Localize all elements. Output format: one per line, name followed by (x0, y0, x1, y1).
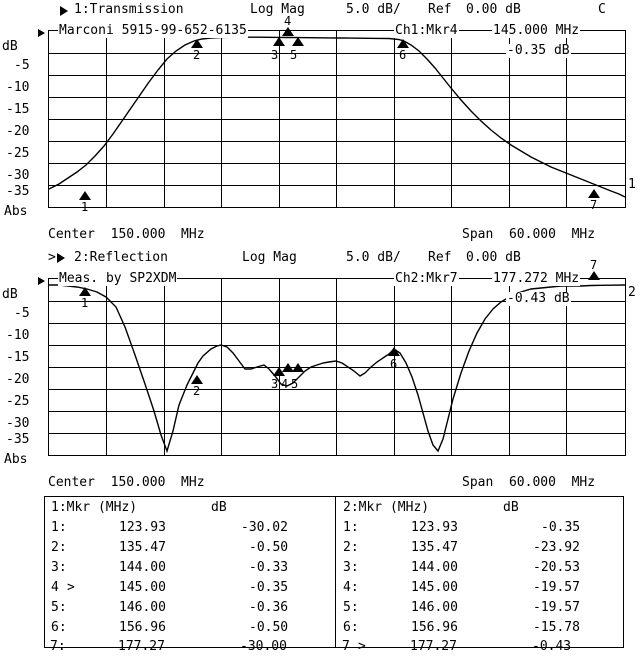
table-row[interactable] (50, 640, 66, 654)
ch2-measurement-credit: Meas. by SP2XDM (59, 271, 177, 286)
ch2-ytick-4: -20 (6, 372, 30, 387)
right-row-2-db: -20.53 (533, 560, 580, 575)
right-row-1-db: -23.92 (533, 540, 580, 555)
ch2-marker-4-label: 4 (281, 377, 289, 391)
ch1-marker-4-label: 4 (284, 14, 292, 28)
right-row-4-db: -19.57 (533, 600, 580, 615)
marker-table-left-header-db: dB (211, 500, 227, 515)
ch1-active-marker-icon (60, 4, 68, 18)
ch1-ytick-2: -10 (6, 80, 30, 95)
table-row[interactable] (51, 581, 59, 595)
ch1-marker-2-label: 2 (193, 48, 201, 62)
ch1-ytick-4: -20 (6, 124, 30, 139)
left-row-0-sel (79, 521, 87, 535)
right-row-1-sel (371, 541, 379, 555)
left-row-4-sel (79, 601, 87, 615)
ch1-ytick-1: -5 (14, 58, 30, 73)
table-row[interactable] (343, 621, 359, 635)
left-row-6-sel (78, 640, 86, 654)
table-row[interactable] (51, 541, 67, 555)
right-row-3-sel (371, 581, 379, 595)
right-row-6-sel: > (358, 639, 366, 654)
ch2-marker-2-label: 2 (193, 384, 201, 398)
left-row-4-index: 5: (51, 600, 67, 615)
table-row[interactable] (51, 601, 67, 615)
left-row-2-freq: 144.00 (119, 560, 166, 575)
ch2-ytick-1: -5 (14, 306, 30, 321)
ch1-y-axis-label: dB (2, 39, 18, 54)
ch1-ytick-7: -35 (6, 184, 30, 199)
left-row-1-sel (79, 541, 87, 555)
left-row-4-freq: 146.00 (119, 600, 166, 615)
left-row-0-index: 1: (51, 520, 67, 535)
right-row-6-db: -0.43 (532, 639, 572, 654)
left-row-1-index: 2: (51, 540, 67, 555)
right-row-2-freq: 144.00 (411, 560, 458, 575)
ch1-marker-6-label: 6 (399, 48, 407, 62)
marker-table-right-header-db: dB (503, 500, 519, 515)
table-row[interactable] (343, 521, 359, 535)
ch2-ref-label: Ref (428, 250, 452, 265)
ch1-ref-label: Ref (428, 2, 452, 17)
right-row-0-freq: 123.93 (411, 520, 458, 535)
left-row-4-db: -0.36 (249, 600, 289, 615)
ch2-marker-readout-freq: 177.272 MHz (493, 271, 580, 286)
ch2-scale: 5.0 dB/ (346, 250, 401, 265)
left-row-2-db: -0.33 (249, 560, 289, 575)
ch1-marker-3-label: 3 (271, 48, 279, 62)
right-row-6-index: 7 (342, 639, 350, 654)
right-row-2-sel (371, 561, 379, 575)
ch1-marker-1-label: 1 (81, 200, 89, 214)
left-row-1-db: -0.50 (249, 540, 289, 555)
ch1-ytick-3: -15 (6, 102, 30, 117)
ch1-marker-6[interactable] (397, 39, 409, 48)
ch2-marker-6-label: 6 (390, 357, 398, 371)
ch1-reference-pointer-icon (38, 26, 45, 40)
ch2-marker-5[interactable] (292, 363, 304, 372)
right-row-0-index: 1: (343, 520, 359, 535)
ch2-ref-value: 0.00 dB (466, 250, 521, 265)
ch2-abs-label: Abs (4, 452, 28, 467)
right-row-4-freq: 146.00 (411, 600, 458, 615)
ch2-ytick-3: -15 (6, 350, 30, 365)
ch1-marker-readout-value: -0.35 dB (507, 43, 570, 58)
ch2-marker-readout-value: -0.43 dB (507, 291, 570, 306)
right-row-3-freq: 145.00 (411, 580, 458, 595)
left-row-0-db: -30.02 (241, 520, 288, 535)
ch1-abs-label: Abs (4, 204, 28, 219)
ch2-marker-7-label: 7 (590, 258, 598, 272)
ch1-ytick-5: -25 (6, 146, 30, 161)
right-row-5-sel (371, 621, 379, 635)
ch1-marker-2[interactable] (191, 39, 203, 48)
ch2-marker-1-label: 1 (81, 296, 89, 310)
right-row-5-db: -15.78 (533, 620, 580, 635)
ch2-span-label: Span 60.000 MHz (462, 475, 596, 490)
ch1-marker-readout-freq: 145.000 MHz (493, 23, 580, 38)
ch2-marker-2[interactable] (191, 375, 203, 384)
table-row[interactable] (343, 581, 359, 595)
ch1-correction-flag: C (598, 2, 606, 17)
table-row[interactable] (51, 621, 67, 635)
table-row[interactable] (51, 561, 67, 575)
left-row-3-sel: > (67, 580, 75, 595)
ch2-marker-3-label: 3 (271, 377, 279, 391)
right-row-1-index: 2: (343, 540, 359, 555)
ch1-ref-value: 0.00 dB (466, 2, 521, 17)
marker-table (44, 496, 624, 648)
ch1-center-label: Center 150.000 MHz (48, 227, 205, 242)
ch1-marker-3[interactable] (273, 37, 285, 46)
ch2-marker-1[interactable] (79, 287, 91, 296)
left-row-5-freq: 156.96 (119, 620, 166, 635)
left-row-3-index: 4 (51, 580, 59, 595)
ch1-device-title: Marconi 5915-99-652-6135 (59, 23, 247, 38)
ch2-ytick-5: -25 (6, 394, 30, 409)
table-row[interactable] (342, 640, 350, 654)
ch1-right-edge-label: 1 (628, 177, 636, 192)
right-row-0-db: -0.35 (541, 520, 581, 535)
right-row-3-index: 4: (343, 580, 359, 595)
table-row[interactable] (343, 541, 359, 555)
table-row[interactable] (343, 601, 359, 615)
left-row-5-index: 6: (51, 620, 67, 635)
ch2-marker-readout-channel: Ch2:Mkr7 (395, 271, 458, 286)
left-row-6-db: -30.00 (240, 639, 287, 654)
ch2-marker-7[interactable] (588, 271, 600, 280)
left-row-1-freq: 135.47 (119, 540, 166, 555)
ch1-format: Log Mag (250, 2, 305, 17)
ch2-ytick-2: -10 (6, 328, 30, 343)
ch1-marker-4[interactable] (282, 27, 294, 36)
ch2-ytick-6: -30 (6, 416, 30, 431)
right-row-1-freq: 135.47 (411, 540, 458, 555)
table-row[interactable] (51, 521, 67, 535)
ch1-marker-1[interactable] (79, 191, 91, 200)
left-row-2-sel (79, 561, 87, 575)
ch2-active-marker-icon: > (48, 251, 65, 265)
ch2-right-edge-label: 2 (628, 285, 636, 300)
left-row-3-db: -0.35 (249, 580, 289, 595)
left-row-2-index: 3: (51, 560, 67, 575)
right-row-4-index: 5: (343, 600, 359, 615)
right-row-2-index: 3: (343, 560, 359, 575)
right-row-5-freq: 156.96 (411, 620, 458, 635)
ch2-ytick-7: -35 (6, 432, 30, 447)
ch1-ytick-6: -30 (6, 168, 30, 183)
right-row-6-freq: 177.27 (410, 639, 457, 654)
marker-table-left-header-freq: 1:Mkr (MHz) (51, 500, 138, 515)
ch2-reference-pointer-icon (38, 274, 45, 288)
table-row[interactable] (343, 561, 359, 575)
left-row-0-freq: 123.93 (119, 520, 166, 535)
ch2-marker-6[interactable] (388, 347, 400, 356)
ch1-span-label: Span 60.000 MHz (462, 227, 596, 242)
ch1-marker-7[interactable] (588, 189, 600, 198)
ch1-marker-readout-channel: Ch1:Mkr4 (395, 23, 458, 38)
left-row-5-sel (79, 621, 87, 635)
right-row-5-index: 6: (343, 620, 359, 635)
ch2-y-axis-label: dB (2, 287, 18, 302)
ch1-scale: 5.0 dB/ (346, 2, 401, 17)
right-row-0-sel (371, 521, 379, 535)
ch2-title: 2:Reflection (74, 250, 168, 265)
ch2-format: Log Mag (242, 250, 297, 265)
left-row-5-db: -0.50 (249, 620, 289, 635)
ch2-center-label: Center 150.000 MHz (48, 475, 205, 490)
left-row-6-index: 7: (50, 639, 66, 654)
ch1-marker-5-label: 5 (290, 48, 298, 62)
left-row-6-freq: 177.27 (118, 639, 165, 654)
left-row-3-freq: 145.00 (119, 580, 166, 595)
ch1-title: 1:Transmission (74, 2, 184, 17)
right-row-4-sel (371, 601, 379, 615)
right-row-3-db: -19.57 (533, 580, 580, 595)
marker-table-right-header-freq: 2:Mkr (MHz) (343, 500, 430, 515)
ch1-marker-7-label: 7 (590, 198, 598, 212)
ch2-marker-5-label: 5 (291, 377, 299, 391)
ch1-marker-5[interactable] (292, 37, 304, 46)
